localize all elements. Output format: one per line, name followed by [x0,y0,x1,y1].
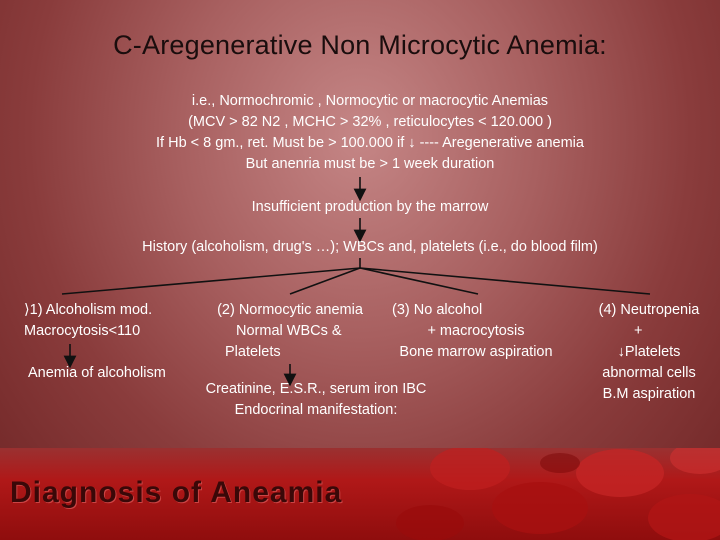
branch-4-line: abnormal cells [602,365,696,381]
branch-1-line: Macrocytosis<110 [24,323,141,339]
branch-4-line: ↓Platelets [617,344,681,360]
intro-line: If Hb < 8 gm., ret. Must be > 100.000 if ↓ ---- Aregenerative anemia [156,135,584,151]
intro-line: (MCV > 82 N2 , MCHC > 32% , reticulocytes < 120.000 ) [188,114,552,130]
branch-4-line: + [634,323,643,339]
branch-2-line: (2) Normocytic anemia [217,302,363,318]
step-history: History (alcoholism, drug's …); WBCs and, platelets (i.e., do blood film) [142,239,598,255]
branch-1-result: Anemia of alcoholism [28,365,166,381]
branch-2-result-line: Creatinine, E.S.R., serum iron IBC [205,381,427,397]
connector-mid-left [290,268,360,294]
branch-2-line: Platelets [225,344,281,360]
banner-title: Diagnosis of Aneamia [10,476,343,509]
branch-2-result-line: Endocrinal manifestation: [234,402,398,418]
intro-line: But anenria must be > 1 week duration [245,156,495,172]
branch-2-line: Normal WBCs & [236,323,342,339]
connector-left [62,268,360,294]
connector-right [360,268,650,294]
branch-3-line: (3) No alcohol [392,302,483,318]
slide-title: C-Aregenerative Non Microcytic Anemia: [113,30,607,60]
branch-4-line: B.M aspiration [602,386,696,402]
branch-1-line: ⟩1) Alcoholism mod. [24,302,153,318]
intro-line: i.e., Normochromic , Normocytic or macrocytic Anemias [191,93,549,109]
branch-3-line: Bone marrow aspiration [399,344,553,360]
step-insufficient-production: Insufficient production by the marrow [251,199,489,215]
connector-mid-right [360,268,478,294]
branch-3-line: + macrocytosis [427,323,525,339]
branch-4-line: (4) Neutropenia [598,302,700,318]
